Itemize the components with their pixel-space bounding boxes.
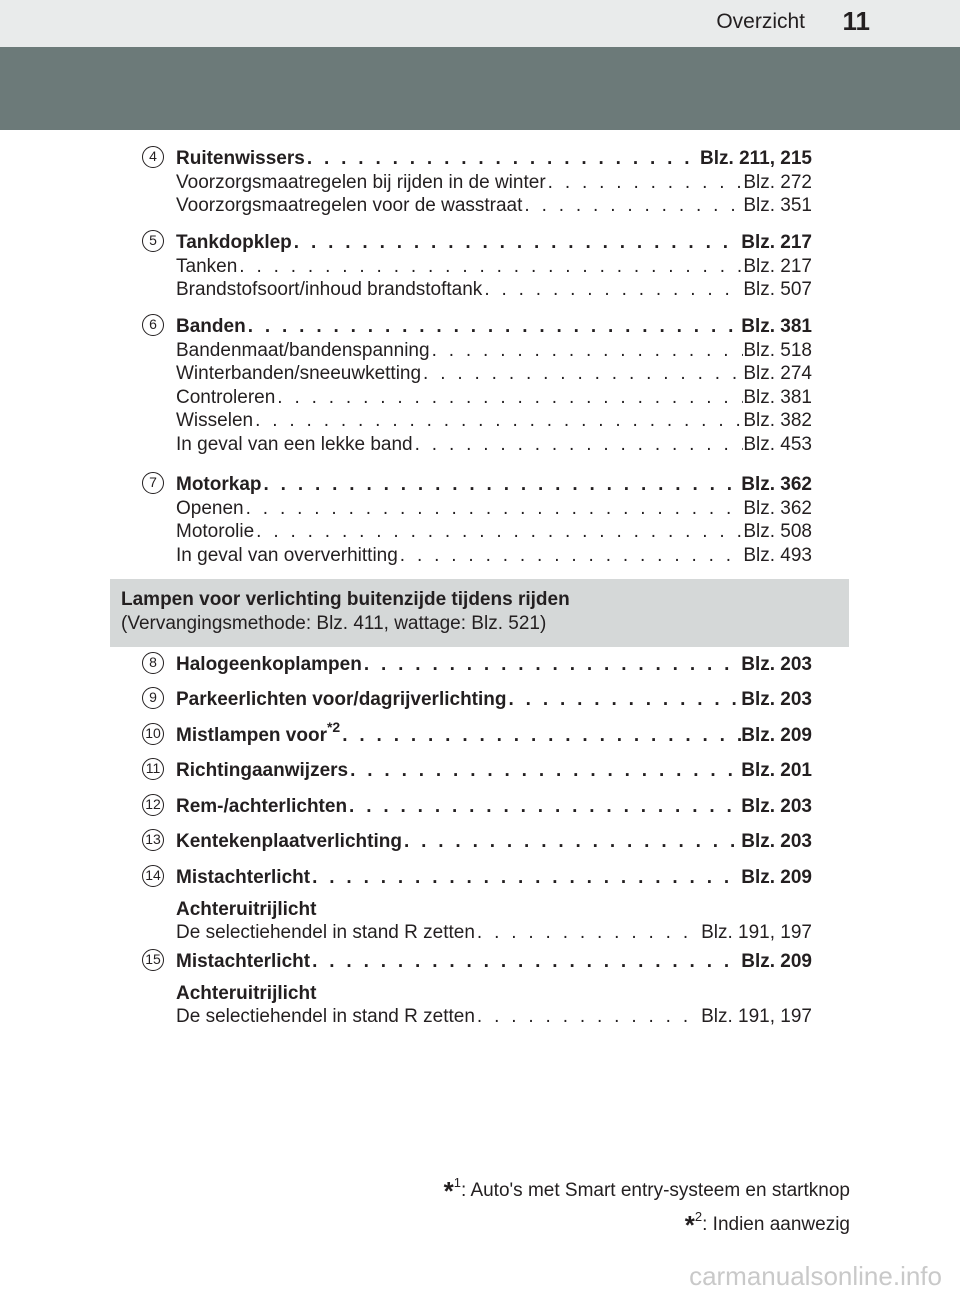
callout-number-icon: 6: [142, 314, 164, 336]
dot-leader: [475, 921, 701, 945]
index-entry: [176, 795, 812, 819]
dot-leader: [546, 171, 744, 195]
page-reference: Blz. 351: [743, 195, 812, 217]
section-header: [110, 579, 849, 647]
dot-leader: [305, 147, 700, 171]
page-reference: Blz. 508: [743, 521, 812, 543]
dot-leader: [246, 315, 742, 339]
page-reference: Blz. 362: [741, 474, 812, 495]
dot-leader: [347, 795, 741, 819]
index-entry: [176, 950, 812, 1029]
callout-number-icon: 4: [142, 146, 164, 168]
entry-item: [176, 433, 812, 457]
page-reference: Blz. 493: [743, 544, 812, 566]
footnote: *$^2$: Indien aanwezig: [684, 1209, 850, 1240]
entry-label: Brandstofsoort/inhoud brandstoftank: [176, 279, 483, 301]
entry-item: [176, 362, 812, 386]
entry-label: Rem-/achterlichten: [176, 796, 348, 817]
entry-item: [176, 278, 812, 302]
page-reference: Blz. 191, 197: [701, 922, 812, 944]
entry-heading: [176, 473, 812, 497]
index-entry: [176, 830, 812, 854]
entry-label: Banden: [176, 316, 246, 337]
dot-leader: [507, 688, 742, 712]
page-reference: Blz. 203: [741, 831, 812, 852]
index-entry: [176, 688, 812, 712]
entry-heading: [176, 830, 812, 854]
entry-item: [176, 409, 812, 433]
callout-number-icon: 8: [142, 652, 164, 674]
callout-number-icon: 13: [142, 829, 164, 851]
entry-heading: [176, 315, 812, 339]
watermark: carmanualsonline.info: [689, 1261, 942, 1291]
entry-heading: [176, 795, 812, 819]
dot-leader: [475, 1005, 701, 1029]
page-reference: Blz. 203: [741, 796, 812, 817]
dot-leader: [310, 866, 741, 890]
dot-leader: [275, 386, 743, 410]
page-number: 11: [842, 6, 870, 36]
callout-number-icon: 10: [142, 723, 164, 745]
entry-item: [176, 1005, 812, 1029]
callout-number-icon: 15: [142, 949, 164, 971]
footnotes: [444, 1170, 850, 1238]
dot-leader: [253, 409, 743, 433]
page-reference: Blz. 217: [743, 255, 812, 277]
entry-label: In geval van oververhitting: [176, 544, 398, 566]
section-title: Lampen voor verlichting buitenzijde tijdens rijden: [121, 589, 570, 610]
index-entry: [176, 231, 812, 302]
page-reference: Blz. 518: [743, 339, 812, 361]
entry-label: Tanken: [176, 255, 238, 277]
entry-label: Motorolie: [176, 521, 255, 543]
entry-label: Voorzorgsmaatregelen bij rijden in de winter: [176, 171, 546, 193]
entry-heading: [176, 147, 812, 171]
page-reference: Blz. 203: [741, 654, 812, 675]
entry-item: [176, 544, 812, 568]
callout-number-icon: 9: [142, 687, 164, 709]
page-reference: Blz. 217: [741, 232, 812, 253]
entry-label: Halogeenkoplampen: [176, 654, 362, 675]
page-reference: Blz. 209: [741, 951, 812, 972]
entry-subheading: Achteruitrijlicht: [176, 982, 317, 1004]
index-entry: [176, 473, 812, 567]
entry-heading: [176, 950, 812, 974]
entry-item: [176, 339, 812, 363]
page-reference: Blz. 191, 197: [701, 1006, 812, 1028]
index-entry: [176, 653, 812, 677]
index-entry: [176, 719, 812, 748]
page-reference: Blz. 211, 215: [700, 148, 812, 169]
entry-heading: [176, 866, 812, 890]
entry-item: [176, 921, 812, 945]
entry-item: [176, 386, 812, 410]
entry-heading: [176, 653, 812, 677]
dot-leader: [398, 544, 744, 568]
page-reference: Blz. 381: [743, 386, 812, 408]
dot-leader: [340, 724, 741, 748]
dot-leader: [482, 278, 743, 302]
entry-heading: [176, 759, 812, 783]
index-entry: [176, 315, 812, 457]
page-reference: Blz. 507: [743, 279, 812, 301]
callout-number-icon: 14: [142, 865, 164, 887]
callout-number-icon: 11: [142, 758, 164, 780]
entry-label: Bandenmaat/bandenspanning: [176, 339, 430, 361]
dot-leader: [430, 339, 744, 363]
entry-label: Winterbanden/sneeuwketting: [176, 363, 422, 385]
dot-leader: [421, 362, 743, 386]
entry-item: [176, 520, 812, 544]
entry-heading: [176, 231, 812, 255]
index-entry: [176, 759, 812, 783]
entry-label: Openen: [176, 497, 244, 519]
footnote: *$^1$: Auto's met Smart entry-systeem en startknop: [443, 1175, 850, 1206]
dot-leader: [244, 497, 744, 521]
entry-item: [176, 171, 812, 195]
entry-item: [176, 497, 812, 521]
callout-number-icon: 5: [142, 230, 164, 252]
callout-number-icon: 12: [142, 794, 164, 816]
entry-heading: [176, 719, 812, 748]
page-reference: Blz. 453: [743, 433, 812, 455]
page-reference: Blz. 272: [743, 171, 812, 193]
header-band: [0, 47, 960, 130]
page-reference: Blz. 381: [741, 316, 812, 337]
entry-subheading: Achteruitrijlicht: [176, 898, 317, 920]
entry-label: De selectiehendel in stand R zetten: [176, 1006, 475, 1028]
entry-label: Parkeerlichten voor/dagrijverlichting: [176, 689, 507, 710]
header-section-title: Overzicht: [716, 10, 805, 33]
entry-label: Controleren: [176, 386, 276, 408]
dot-leader: [292, 231, 741, 255]
page-reference: Blz. 362: [743, 497, 812, 519]
page-reference: Blz. 203: [741, 689, 812, 710]
entry-label: Richtingaanwijzers: [176, 760, 349, 781]
dot-leader: [310, 950, 741, 974]
dot-leader: [413, 433, 744, 457]
section-subtitle: (Vervangingsmethode: Blz. 411, wattage: Blz. 521): [121, 613, 547, 634]
entry-label: Mistachterlicht: [176, 951, 311, 972]
index-entry: [176, 866, 812, 945]
entry-label: Voorzorgsmaatregelen voor de wasstraat: [176, 195, 523, 217]
index-entry: [176, 147, 812, 218]
entry-label: In geval van een lekke band: [176, 433, 413, 455]
entry-item: [176, 255, 812, 279]
dot-leader: [262, 473, 742, 497]
dot-leader: [254, 520, 743, 544]
dot-leader: [402, 830, 741, 854]
entry-label: Tankdopklep: [176, 232, 292, 253]
page-reference: Blz. 382: [743, 410, 812, 432]
dot-leader: [522, 194, 743, 218]
entry-label: Ruitenwissers: [176, 148, 305, 169]
entry-label: Mistachterlicht: [176, 867, 311, 888]
callout-number-icon: 7: [142, 472, 164, 494]
header-strip: [0, 0, 960, 47]
entry-label: Kentekenplaatverlichting: [176, 831, 402, 852]
page-reference: Blz. 274: [743, 363, 812, 385]
page-reference: Blz. 201: [741, 760, 812, 781]
entry-label: Motorkap: [176, 474, 262, 495]
entry-heading: [176, 688, 812, 712]
entry-label: Mistlampen voor$^{*2}$: [176, 719, 341, 746]
dot-leader: [237, 255, 743, 279]
entry-item: [176, 194, 812, 218]
entry-label: Wisselen: [176, 410, 254, 432]
entry-label: De selectiehendel in stand R zetten: [176, 922, 475, 944]
page-reference: Blz. 209: [741, 725, 812, 746]
dot-leader: [362, 653, 741, 677]
page-reference: Blz. 209: [741, 867, 812, 888]
dot-leader: [348, 759, 741, 783]
